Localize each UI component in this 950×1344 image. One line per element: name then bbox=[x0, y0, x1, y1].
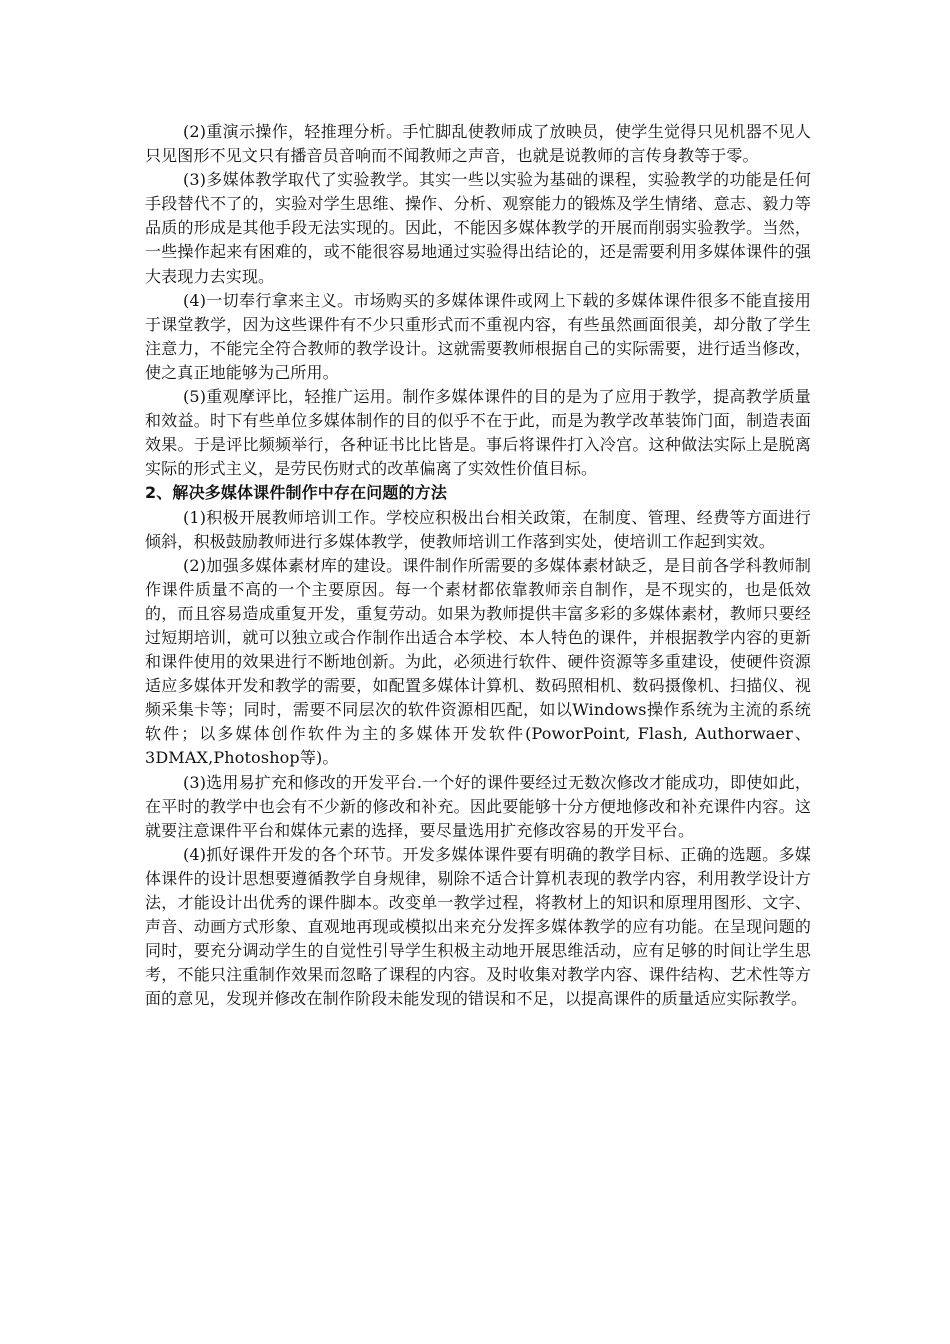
paragraph-item-2: (2)重演示操作，轻推理分析。手忙脚乱使教师成了放映员，使学生觉得只见机器不见人只见图形不见文只有播音员音响而不闻教师之声音，也就是说教师的言传身教等于零。 bbox=[145, 122, 811, 166]
section-heading: 2、解决多媒体课件制作中存在问题的方法 bbox=[145, 483, 447, 503]
method-item-1: (1)积极开展教师培训工作。学校应积极出台相关政策，在制度、管理、经费等方面进行倾斜，积极鼓励教师进行多媒体教学，使教师培训工作落到实处，使培训工作起到实效。 bbox=[145, 507, 811, 551]
method-item-2: (2)加强多媒体素材库的建设。课件制作所需要的多媒体素材缺乏，是目前各学科教师制作课件质量不高的一个主要原因。每一个素材都依靠教师亲自制作，是不现实的，也是低效的，而且容易造成重复开发，重复劳动。如果为教师提供丰富多彩的多媒体素材，教师只要经过短期培训，就可以独立或合作制作出适合本学校、本人特色的课件，并根据教学内容的更新和课件使用的效果进行不断地创新。为此，必须进行软件、硬件资源等多重建设，使硬件资源适应多媒体开发和教学的需要，如配置多媒体计算机、数码照相机、数码摄像机、扫描仪、视频采集卡等；同时，需要不同层次的软件资源相匹配，如以Windows操作系统为主流的系统软件；以多媒体创作软件为主的多媒体开发软件(PoworPoint, Flash, Authorwaer、3DMAX,Photoshop等)。 bbox=[145, 555, 811, 768]
method-item-4: (4)抓好课件开发的各个环节。开发多媒体课件要有明确的教学目标、正确的选题。多媒体课件的设计思想要遵循教学自身规律，剔除不适合计算机表现的教学内容，利用教学设计方法，才能设计出优秀的课件脚本。改变单一教学过程，将教材上的知识和原理用图形、文字、声音、动画方式形象、直观地再现或模拟出来充分发挥多媒体教学的应有功能。在呈现问题的同时，要充分调动学生的自觉性引导学生积极主动地开展思维活动，应有足够的时间让学生思考，不能只注重制作效果而忽略了课程的内容。及时收集对教学内容、课件结构、艺术性等方面的意见，发现并修改在制作阶段未能发现的错误和不足，以提高课件的质量适应实际教学。 bbox=[145, 844, 811, 1009]
method-item-3: (3)选用易扩充和修改的开发平台.一个好的课件要经过无数次修改才能成功，即使如此，在平时的教学中也会有不少新的修改和补充。因此要能够十分方便地修改和补充课件内容。这就要注意课件平台和媒体元素的选择，要尽量选用扩充修改容易的开发平台。 bbox=[145, 772, 811, 840]
document-page bbox=[145, 120, 811, 1011]
paragraph-item-4: (4)一切奉行拿来主义。市场购买的多媒体课件或网上下载的多媒体课件很多不能直接用于课堂教学，因为这些课件有不少只重形式而不重视内容，有些虽然画面很美，却分散了学生注意力，不能完全符合教师的教学设计。这就需要教师根据自己的实际需要，进行适当修改，使之真正地能够为己所用。 bbox=[145, 290, 811, 382]
paragraph-item-5: (5)重观摩评比，轻推广运用。制作多媒体课件的目的是为了应用于教学，提高教学质量和效益。时下有些单位多媒体制作的目的似乎不在于此，而是为教学改革装饰门面，制造表面效果。于是评比频频举行，各种证书比比皆是。事后将课件打入冷宫。这种做法实际上是脱离实际的形式主义，是劳民伤财式的改革偏离了实效性价值目标。 bbox=[145, 387, 811, 479]
paragraph-item-3: (3)多媒体教学取代了实验教学。其实一些以实验为基础的课程，实验教学的功能是任何手段替代不了的，实验对学生思维、操作、分析、观察能力的锻炼及学生情绪、意志、毅力等品质的形成是其他手段无法实现的。因此，不能因多媒体教学的开展而削弱实验教学。当然，一些操作起来有困难的，或不能很容易地通过实验得出结论的，还是需要利用多媒体课件的强大表现力去实现。 bbox=[145, 170, 811, 286]
